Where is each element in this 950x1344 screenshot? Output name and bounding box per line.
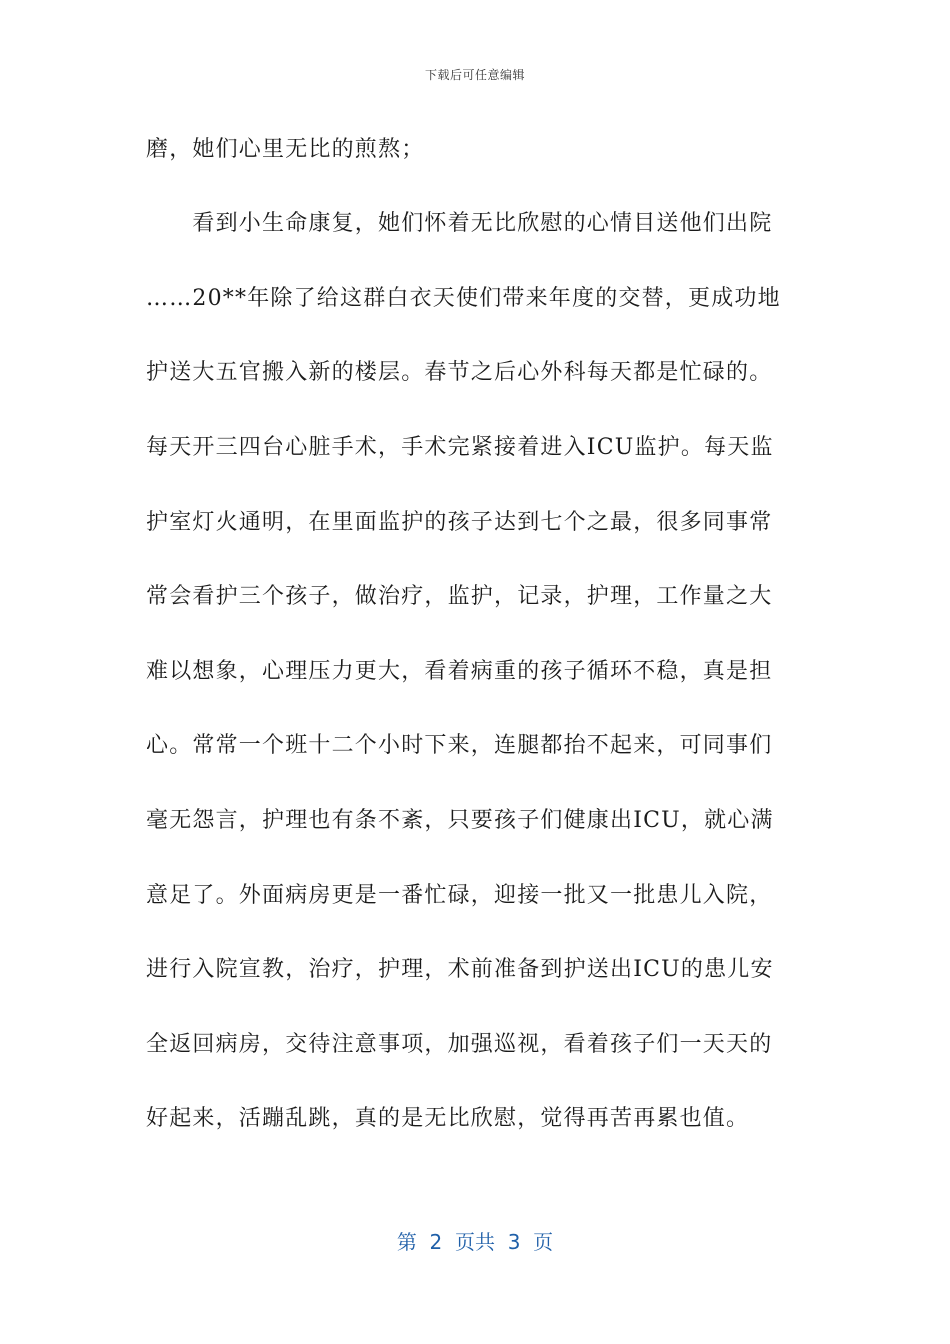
text-line: 护送大五官搬入新的楼层。春节之后心外科每天都是忙碌的。: [146, 360, 773, 385]
text-line: 全返回病房，交待注意事项，加强巡视，看着孩子们一天天的: [146, 1032, 773, 1057]
text-line: 每天开三四台心脏手术，手术完紧接着进入ICU监护。每天监: [146, 435, 774, 460]
header-note: 下载后可任意编辑: [424, 68, 525, 82]
text-line: 心。常常一个班十二个小时下来，连腿都抬不起来，可同事们: [146, 733, 773, 758]
text-line: 磨，她们心里无比的煎熬；: [146, 137, 425, 162]
page-number: 第 2 页共 3 页: [396, 1230, 554, 1254]
text-line: ……20**年除了给这群白衣天使们带来年度的交替，更成功地: [146, 286, 781, 311]
text-line: 进行入院宣教，治疗，护理，术前准备到护送出ICU的患儿安: [146, 957, 774, 982]
text-line: 意足了。外面病房更是一番忙碌，迎接一批又一批患儿入院，: [146, 883, 773, 908]
text-line: 看到小生命康复，她们怀着无比欣慰的心情目送他们出院: [146, 211, 773, 236]
text-line: 护室灯火通明，在里面监护的孩子达到七个之最，很多同事常: [146, 510, 773, 535]
text-line: 好起来，活蹦乱跳，真的是无比欣慰，觉得再苦再累也值。: [146, 1106, 750, 1131]
text-line: 常会看护三个孩子，做治疗，监护，记录，护理，工作量之大: [146, 584, 773, 609]
text-line: 难以想象，心理压力更大，看着病重的孩子循环不稳，真是担: [146, 659, 773, 684]
text-line: 毫无怨言，护理也有条不紊，只要孩子们健康出ICU，就心满: [146, 808, 774, 833]
